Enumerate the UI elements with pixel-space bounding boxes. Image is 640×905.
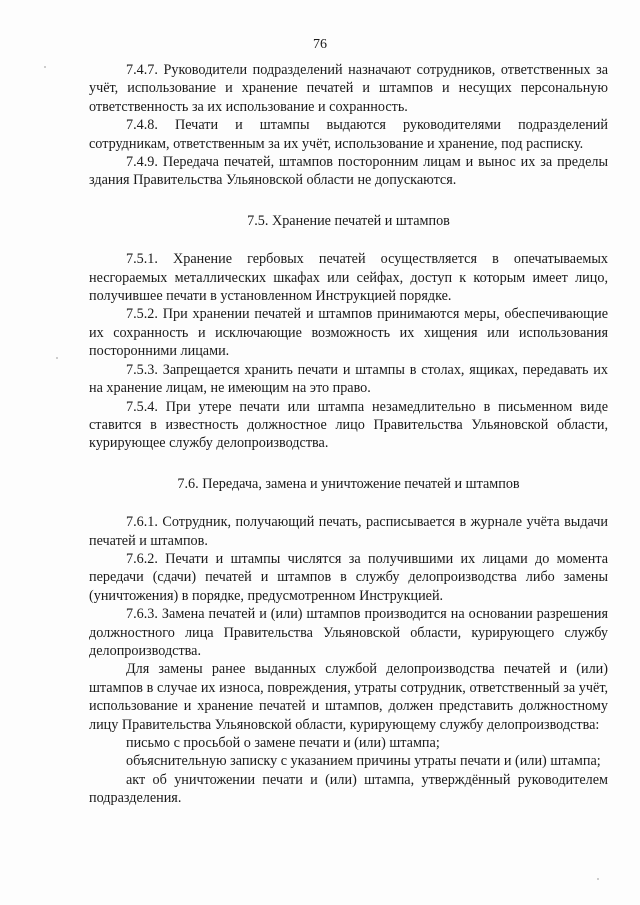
document-body [89, 61, 608, 808]
section-heading-7-5: 7.5. Хранение печатей и штампов [247, 212, 450, 229]
scan-speck [597, 878, 599, 880]
spacer [89, 230, 608, 250]
paragraph-7-6-2: 7.6.2. Печати и штампы числятся за получившими их лицами до момента передачи (сдачи) печатей и штампов в службу делопроизводства либо замены (уничтожения) в порядке, предусмотренном Инструкцией. [89, 550, 608, 604]
section-heading-7-6: 7.6. Передача, замена и уничтожение печатей и штампов [177, 475, 520, 492]
list-item-destruction-act: акт об уничтожении печати и (или) штампа, утверждённый руководителем подразделения. [89, 771, 608, 807]
list-item-explanatory-note: объяснительную записку с указанием причины утраты печати и (или) штампа; [126, 753, 601, 770]
paragraph-7-5-4: 7.5.4. При утере печати или штампа незамедлительно в письменном виде ставится в известность должностное лицо Правительства Ульяновской области, курирующее службу делопроизводства. [89, 398, 608, 452]
spacer [89, 453, 608, 475]
paragraph-7-4-8: 7.4.8. Печати и штампы выдаются руководителями подразделений сотрудникам, ответственным за их учёт, использование и хранение, под расписку. [89, 117, 608, 152]
scan-speck [44, 66, 46, 68]
spacer [89, 493, 608, 513]
paragraph-replacement-conditions: Для замены ранее выданных службой делопроизводства печатей и (или) штампов в случае их износа, повреждения, утраты сотрудник, ответственный за учёт, использование и хранение печатей и штампов, должен представить должностному лицу Правительства Ульяновской области, курирующему службу делопроизводства: [89, 661, 608, 733]
spacer [89, 190, 608, 212]
paragraph-7-4-9: 7.4.9. Передача печатей, штампов посторонним лицам и вынос их за пределы здания Правительства Ульяновской области не допускаются. [89, 154, 608, 189]
paragraph-7-5-2: 7.5.2. При хранении печатей и штампов принимаются меры, обеспечивающие их сохранность и исключающие возможность их хищения или использования посторонними лицами. [89, 306, 608, 360]
scan-speck [56, 357, 58, 359]
list-item-request-letter: письмо с просьбой о замене печати и (или) штампа; [126, 735, 440, 751]
paragraph-7-6-1: 7.6.1. Сотрудник, получающий печать, расписывается в журнале учёта выдачи печатей и штампов. [89, 514, 608, 549]
page-number: 76 [313, 37, 327, 52]
paragraph-7-6-3: 7.6.3. Замена печатей и (или) штампов производится на основании разрешения должностного лица Правительства Ульяновской области, курирующего службу делопроизводства. [89, 606, 608, 659]
paragraph-7-5-1: 7.5.1. Хранение гербовых печатей осуществляется в опечатываемых несгораемых металлических шкафах или сейфах, доступ к которым имеет лицо, получившее печати в установленном Инструкцией порядке. [89, 251, 608, 305]
paragraph-7-4-7: 7.4.7. Руководители подразделений назначают сотрудников, ответственных за учёт, использование и хранение печатей и штампов и несущих персональную ответственность за их использование и сохранность. [89, 62, 608, 115]
paragraph-7-5-3: 7.5.3. Запрещается хранить печати и штампы в столах, ящиках, передавать их на хранение лицам, не имеющим на это право. [89, 361, 608, 397]
